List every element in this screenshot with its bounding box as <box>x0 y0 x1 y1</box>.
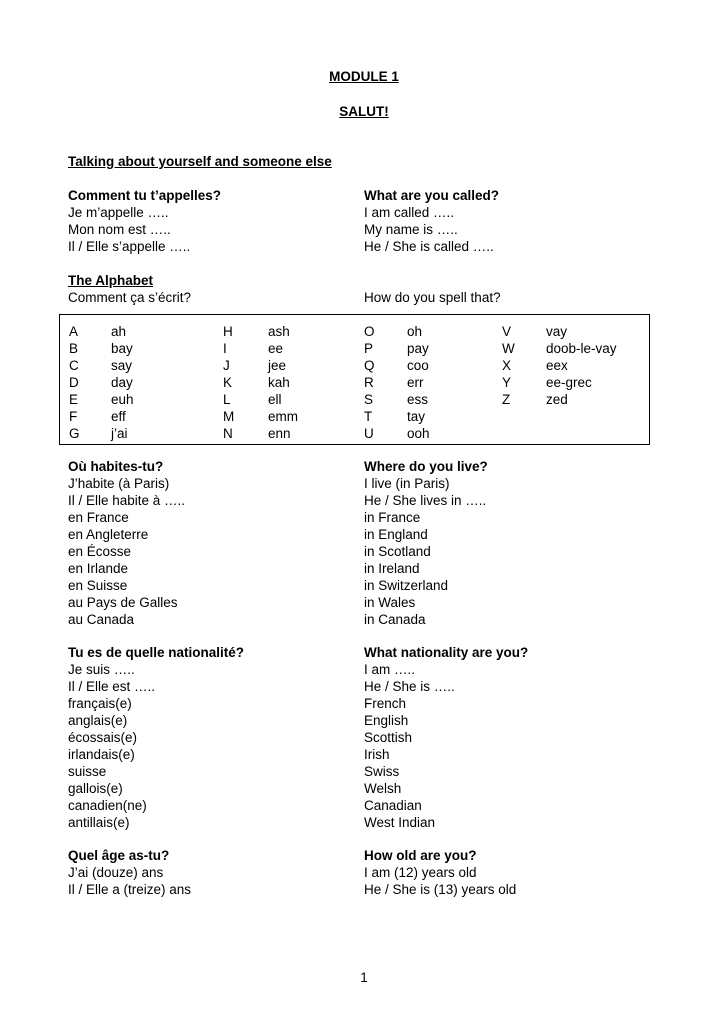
alphabet-letter: D <box>69 375 79 390</box>
nationality-row <box>68 780 668 797</box>
alphabet-letter: S <box>364 392 374 407</box>
age-row <box>68 881 668 898</box>
live-fr-text: Il / Elle habite à ….. <box>68 493 186 508</box>
alphabet-letter: W <box>502 341 515 356</box>
live-row <box>68 509 668 526</box>
age-en-heading: How old are you? <box>364 848 477 863</box>
live-fr-text: au Pays de Galles <box>68 595 178 610</box>
alphabet-letter: I <box>223 341 227 356</box>
age-rows <box>68 864 668 898</box>
alphabet-letter: H <box>223 324 233 339</box>
live-fr-heading: Où habites-tu? <box>68 459 164 474</box>
live-rows <box>68 475 668 628</box>
nationality-fr-text: écossais(e) <box>68 730 138 745</box>
age-en-text: He / She is (13) years old <box>364 882 517 897</box>
alphabet-pronunciation: say <box>111 358 133 373</box>
names-fr-text: Je m’appelle ….. <box>68 205 169 220</box>
names-en-text: My name is ….. <box>364 222 458 237</box>
nationality-fr-text: Je suis ….. <box>68 662 135 677</box>
names-en-text: I am called ….. <box>364 205 455 220</box>
alphabet-pronunciation: ee-grec <box>546 375 592 390</box>
live-section <box>68 458 668 628</box>
names-row <box>68 238 668 255</box>
age-fr-heading: Quel âge as-tu? <box>68 848 170 863</box>
alphabet-letter: N <box>223 426 233 441</box>
nationality-fr-heading: Tu es de quelle nationalité? <box>68 645 245 660</box>
live-en-text: in Ireland <box>364 561 420 576</box>
alphabet-letter: A <box>69 324 79 339</box>
live-row <box>68 526 668 543</box>
alphabet-pronunciation: coo <box>407 358 429 373</box>
nationality-fr-text: Il / Elle est ….. <box>68 679 156 694</box>
live-row <box>68 594 668 611</box>
names-fr-heading: Comment tu t’appelles? <box>68 188 222 203</box>
alphabet-letter: B <box>69 341 79 356</box>
module-subtitle: SALUT! <box>339 104 389 119</box>
alphabet-pronunciation: ooh <box>407 426 430 441</box>
live-en-text: in France <box>364 510 421 525</box>
alphabet-pronunciation: ash <box>268 324 290 339</box>
age-fr-text: J’ai (douze) ans <box>68 865 164 880</box>
nationality-row <box>68 746 668 763</box>
alphabet-pronunciation: ee <box>268 341 284 356</box>
nationality-en-text: Welsh <box>364 781 402 796</box>
age-row <box>68 864 668 881</box>
alphabet-letter: Z <box>502 392 511 407</box>
live-row <box>68 577 668 594</box>
alphabet-pronunciation: kah <box>268 375 290 390</box>
names-en-text: He / She is called ….. <box>364 239 494 254</box>
alphabet-pronunciation: j’ai <box>111 426 128 441</box>
nationality-fr-text: français(e) <box>68 696 132 711</box>
live-en-text: in Canada <box>364 612 426 627</box>
alphabet-pronunciation: enn <box>268 426 291 441</box>
live-fr-text: en Suisse <box>68 578 128 593</box>
live-en-text: in England <box>364 527 428 542</box>
age-section <box>68 847 668 898</box>
alphabet-pronunciation: bay <box>111 341 133 356</box>
names-fr-text: Mon nom est ….. <box>68 222 171 237</box>
alphabet-letter: O <box>364 324 375 339</box>
alphabet-letter: G <box>69 426 80 441</box>
live-row <box>68 475 668 492</box>
names-row <box>68 204 668 221</box>
alphabet-pronunciation: ell <box>268 392 282 407</box>
alphabet-letter: C <box>69 358 79 373</box>
age-en-text: I am (12) years old <box>364 865 477 880</box>
alphabet-letter: V <box>502 324 512 339</box>
nationality-rows <box>68 661 668 831</box>
nationality-row <box>68 729 668 746</box>
nationality-en-text: Irish <box>364 747 390 762</box>
live-en-text: in Scotland <box>364 544 431 559</box>
alphabet-letter: T <box>364 409 373 424</box>
alphabet-letter: K <box>223 375 233 390</box>
names-rows <box>68 204 668 255</box>
alphabet-pronunciation: day <box>111 375 133 390</box>
nationality-en-text: English <box>364 713 409 728</box>
alphabet-pronunciation: ess <box>407 392 429 407</box>
nationality-row <box>68 814 668 831</box>
nationality-fr-text: suisse <box>68 764 107 779</box>
alphabet-letter: U <box>364 426 374 441</box>
names-fr-text: Il / Elle s’appelle ….. <box>68 239 191 254</box>
alphabet-letter: F <box>69 409 78 424</box>
live-row <box>68 560 668 577</box>
live-fr-text: au Canada <box>68 612 135 627</box>
live-en-heading: Where do you live? <box>364 459 488 474</box>
live-fr-text: en Écosse <box>68 544 132 559</box>
nationality-en-text: Canadian <box>364 798 422 813</box>
nationality-en-text: He / She is ….. <box>364 679 455 694</box>
alphabet-letter: R <box>364 375 374 390</box>
alphabet-letter: Y <box>502 375 512 390</box>
age-fr-text: Il / Elle a (treize) ans <box>68 882 192 897</box>
alphabet-letter: M <box>223 409 235 424</box>
nationality-fr-text: gallois(e) <box>68 781 123 796</box>
names-section <box>68 187 668 255</box>
live-en-text: in Switzerland <box>364 578 449 593</box>
alphabet-pronunciation: err <box>407 375 424 390</box>
section-heading: Talking about yourself and someone else <box>68 154 332 169</box>
nationality-row <box>68 712 668 729</box>
nationality-row <box>68 797 668 814</box>
live-row <box>68 611 668 628</box>
alphabet-table <box>59 314 650 445</box>
nationality-section <box>68 644 668 831</box>
nationality-en-text: West Indian <box>364 815 436 830</box>
nationality-fr-text: irlandais(e) <box>68 747 135 762</box>
names-en-heading: What are you called? <box>364 188 500 203</box>
alphabet-pronunciation: zed <box>546 392 568 407</box>
module-title: MODULE 1 <box>329 69 399 84</box>
live-en-text: He / She lives in ….. <box>364 493 487 508</box>
alphabet-pronunciation: tay <box>407 409 426 424</box>
nationality-en-text: I am ….. <box>364 662 416 677</box>
nationality-row <box>68 763 668 780</box>
alphabet-letter: J <box>223 358 230 373</box>
live-row <box>68 543 668 560</box>
page-number: 1 <box>360 970 368 985</box>
alphabet-letter: Q <box>364 358 375 373</box>
alphabet-pronunciation: euh <box>111 392 134 407</box>
nationality-fr-text: anglais(e) <box>68 713 128 728</box>
alphabet-letter: P <box>364 341 374 356</box>
alphabet-pronunciation: vay <box>546 324 568 339</box>
alphabet-letter: X <box>502 358 512 373</box>
alphabet-en-question: How do you spell that? <box>364 290 501 305</box>
alphabet-pronunciation: jee <box>268 358 287 373</box>
nationality-row <box>68 661 668 678</box>
names-row <box>68 221 668 238</box>
nationality-en-text: Scottish <box>364 730 413 745</box>
live-row <box>68 492 668 509</box>
nationality-en-text: Swiss <box>364 764 400 779</box>
nationality-en-heading: What nationality are you? <box>364 645 529 660</box>
alphabet-pronunciation: emm <box>268 409 298 424</box>
nationality-fr-text: antillais(e) <box>68 815 130 830</box>
alphabet-pronunciation: ah <box>111 324 127 339</box>
section-heading-block <box>68 153 668 170</box>
alphabet-pronunciation: pay <box>407 341 429 356</box>
alphabet-pronunciation: oh <box>407 324 423 339</box>
nationality-row <box>68 678 668 695</box>
alphabet-pronunciation: eff <box>111 409 126 424</box>
live-fr-text: en Angleterre <box>68 527 149 542</box>
alphabet-heading: The Alphabet <box>68 273 154 288</box>
nationality-fr-text: canadien(ne) <box>68 798 147 813</box>
nationality-row <box>68 695 668 712</box>
alphabet-letter: L <box>223 392 231 407</box>
live-fr-text: en Irlande <box>68 561 129 576</box>
alphabet-section <box>68 272 668 306</box>
live-fr-text: en France <box>68 510 129 525</box>
alphabet-pronunciation: doob-le-vay <box>546 341 617 356</box>
alphabet-fr-question: Comment ça s’écrit? <box>68 290 192 305</box>
live-fr-text: J’habite (à Paris) <box>68 476 170 491</box>
live-en-text: I live (in Paris) <box>364 476 450 491</box>
alphabet-pronunciation: eex <box>546 358 568 373</box>
nationality-en-text: French <box>364 696 407 711</box>
alphabet-letter: E <box>69 392 79 407</box>
live-en-text: in Wales <box>364 595 416 610</box>
